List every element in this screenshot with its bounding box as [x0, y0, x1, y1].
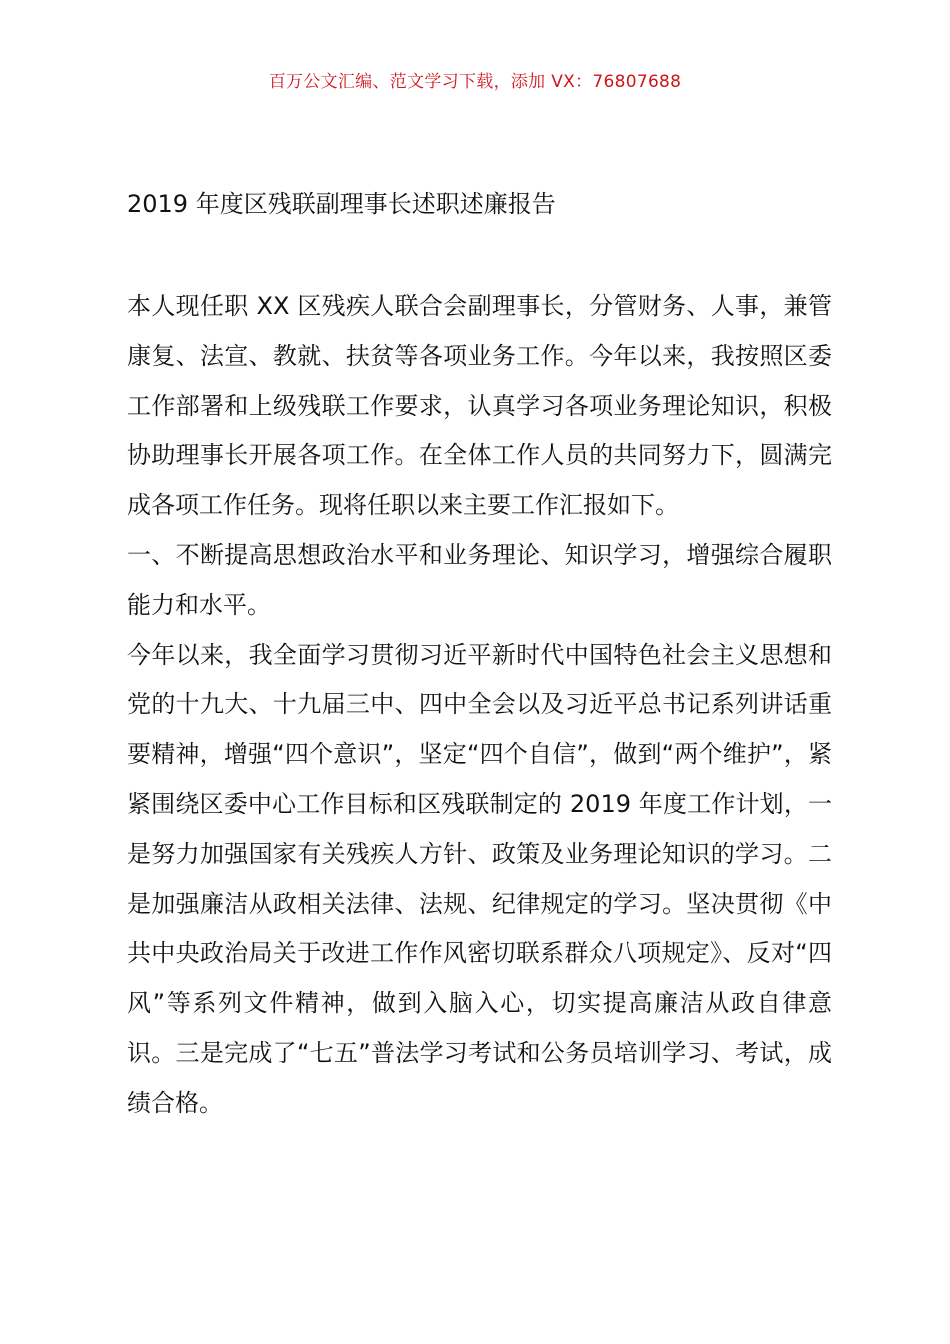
document-body	[127, 282, 832, 1129]
header-note: 百万公文汇编、范文学习下载，添加 VX：76807688	[268, 72, 682, 92]
paragraph-section-heading: 一、不断提高思想政治水平和业务理论、知识学习，增强综合履职能力和水平。	[127, 540, 832, 619]
paragraph-section-content: 今年以来，我全面学习贯彻习近平新时代中国特色社会主义思想和党的十九大、十九届三中、四中全会以及习近平总书记系列讲话重要精神，增强“四个意识”，坚定“四个自信”，做到“两个维护”，紧紧围绕区委中心工作目标和区残联制定的 2019 年度工作计划，一是努力加强国家有关残疾人方针、政策及业务理论知识的学习。二是加强廉洁从政相关法律、法规、纪律规定的学习。坚决贯彻《中共中央政治局关于改进工作作风密切联系群众八项规定》、反对“四风”等系列文件精神，做到入脑入心，切实提高廉洁从政自律意识。三是完成了“七五”普法学习考试和公务员培训学习、考试，成绩合格。	[127, 640, 832, 1117]
paragraph-intro: 本人现任职 XX 区残疾人联合会副理事长，分管财务、人事，兼管康复、法宣、教就、扶贫等各项业务工作。今年以来，我按照区委工作部署和上级残联工作要求，认真学习各项业务理论知识，积极协助理事长开展各项工作。在全体工作人员的共同努力下，圆满完成各项工作任务。现将任职以来主要工作汇报如下。	[127, 292, 832, 520]
document-title: 2019 年度区残联副理事长述职述廉报告	[127, 190, 556, 218]
